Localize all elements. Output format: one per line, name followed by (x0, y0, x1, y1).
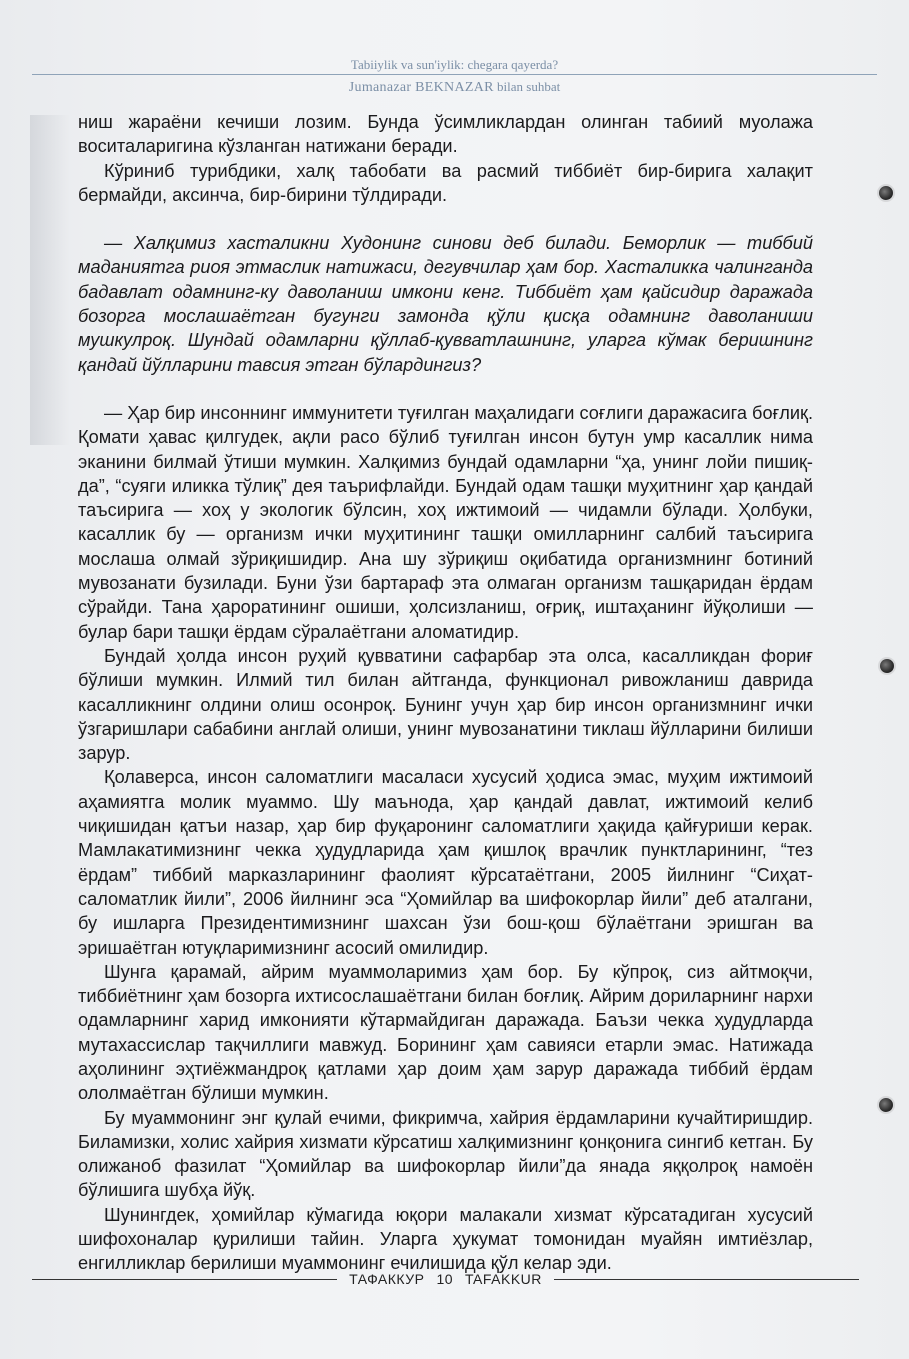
article-paragraph: ниш жараёни кечиши лозим. Бунда ўсимликлардан олинган табиий муолажа воситаларигина кўзланган натижани беради. (78, 112, 813, 157)
page-footer (32, 1271, 859, 1287)
header-author-suffix: bilan suhbat (497, 79, 561, 94)
article-paragraph: Шунингдек, ҳомийлар кўмагида юқори малакали хизмат кўрсатадиган хусусий шифохоналар қурилиши тайин. Уларга ҳукумат томонидан муайян имтиёзлар, енгилликлар берилиши муаммонинг ечилишида қўл келар эди. (78, 1204, 813, 1274)
article-paragraph: Бу муаммонинг энг қулай ечими, фикримча, хайрия ёрдамларини кучайтиришдир. Биламизки, холис хайрия хизмати кўрсатиш халқимизнинг қонқонига сингиб кетган. Бу олижаноб фазилат “Ҳомийлар ва шифокорлар йили”да янада яққолроқ намоён бўлишига шубҳа йўқ. (78, 1107, 813, 1201)
footer-magazine-name: ТАФАККУР (349, 1271, 425, 1287)
header-title: Tabiiylik va sun'iylik: chegara qayerda? (350, 57, 559, 72)
footer-rule-left (32, 1279, 337, 1280)
footer-magazine-name-latin: TAFAKKUR (465, 1271, 542, 1287)
binder-hole-icon (879, 1098, 893, 1112)
article-paragraph: — Ҳар бир инсоннинг иммунитети туғилган маҳалидаги соғлиги даражасига боғлиқ. Қомати ҳавас қилгудек, ақли расо бўлиб туғилган инсон бутун умр касаллик нима эканини билмай ўтиши мумкин. Халқимиз бундай одамларни “ҳа, унинг лойи пишиқ-да”, “суяги иликка тўлиқ” дея таърифлайди. Бундай одам ташқи муҳитнинг ҳар қандай таъсирига — хоҳ у экологик бўлсин, хоҳ ижтимоий — чидамли бўлади. Ҳолбуки, касаллик бу — организм ички муҳитининг ташқи омилларнинг салбий таъсирига мослаша олмай зўриқишидир. Ана шу зўриқиш оқибатида организмнинг ботиний мувозанати бузилади. Буни ўзи бартараф эта олмаган организм ташқаридан ёрдам сўрайди. Тана ҳароратининг ошиши, ҳолсизланиш, оғриқ, иштаҳанинг йўқолиши — булар бари ташқи ёрдам сўралаётгани аломатидир. (78, 402, 814, 642)
article-body (78, 110, 813, 1276)
header-author-name: Jumanazar BEKNAZAR (348, 80, 494, 95)
page-number: 10 (436, 1271, 454, 1287)
header-rule (32, 74, 877, 75)
article-paragraph: Бундай ҳолда инсон руҳий қувватини сафарбар эта олса, касалликдан фориғ бўлиши мумкин. Илмий тил билан айтганда, функционал ривожланиш даврида касалликнинг олдини олиш осонроқ. Бунинг учун ҳар бир инсон организмнинг ички ўзгаришлари сабабини англай олиши, унинг мувозанатини тиклаш йўлларини билиши зарур. (78, 645, 813, 764)
interviewer-question: — Халқимиз хасталикни Худонинг синови деб билади. Беморлик — тиббий маданиятга риоя этмаслик натижаси, дегувчилар ҳам бор. Хасталикка чалинганда бадавлат одамнинг-ку даволаниш имкони кенг. Тиббиёт ҳам қайсидир даражада бозорга мослашаётган бугунги замонда қўли қисқа одамнинг даволаниши мушкулроқ. Шундай одамларни қўллаб-қувватлашнинг, уларга кўмак беришнинг қандай йўлларини тавсия этган бўлардингиз? (78, 233, 813, 375)
article-paragraph: Қолаверса, инсон саломатлиги масаласи хусусий ҳодиса эмас, муҳим ижтимоий аҳамиятга молик муаммо. Шу маънода, ҳар қандай давлат, ижтимоий келиб чиқишидан қатъи назар, ҳар бир фуқаронинг саломатлиги ҳақида қайғуриши керак. Мамлакатимизнинг чекка ҳудудларида ҳам қишлоқ врачлик пунктларининг, “тез ёрдам” тиббий марказларининг фаолият кўрсатаётгани, 2005 йилнинг “Сиҳат-саломатлик йили”, 2006 йилнинг эса “Ҳомийлар ва шифокорлар йили” деб аталгани, бу ишларга Президентимизнинг шахсан ўзи бош-қош бўлаётгани эришган ва эришаётган ютуқларимизнинг асосий омилидир. (78, 767, 813, 958)
running-header (0, 56, 909, 96)
article-paragraph: Кўриниб турибдики, халқ табобати ва расмий тиббиёт бир-бирига халақит бермайди, аксинча, бир-бирини тўлдиради. (78, 160, 813, 205)
binder-hole-icon (880, 659, 894, 673)
binder-hole-icon (879, 186, 893, 200)
header-author-line (0, 75, 909, 96)
footer-rule-right (554, 1279, 859, 1280)
article-paragraph: Шунга қарамай, айрим муаммоларимиз ҳам бор. Бу кўпроқ, сиз айтмоқчи, тиббиётнинг ҳам бозорга ихтисослашаётгани билан боғлиқ. Айрим дориларнинг нархи одамларнинг харид имконияти кўтармайдиган даражада. Баъзи чекка ҳудудларда мутахассислар тақчиллиги мавжуд. Борининг ҳам савияси етарли эмас. Натижада аҳолининг эҳтиёжмандроқ қатлами ҳар доим ҳам зарур даражада тиббий ёрдам ололмаётган бўлиши мумкин. (78, 961, 813, 1104)
page-shadow (30, 115, 70, 445)
